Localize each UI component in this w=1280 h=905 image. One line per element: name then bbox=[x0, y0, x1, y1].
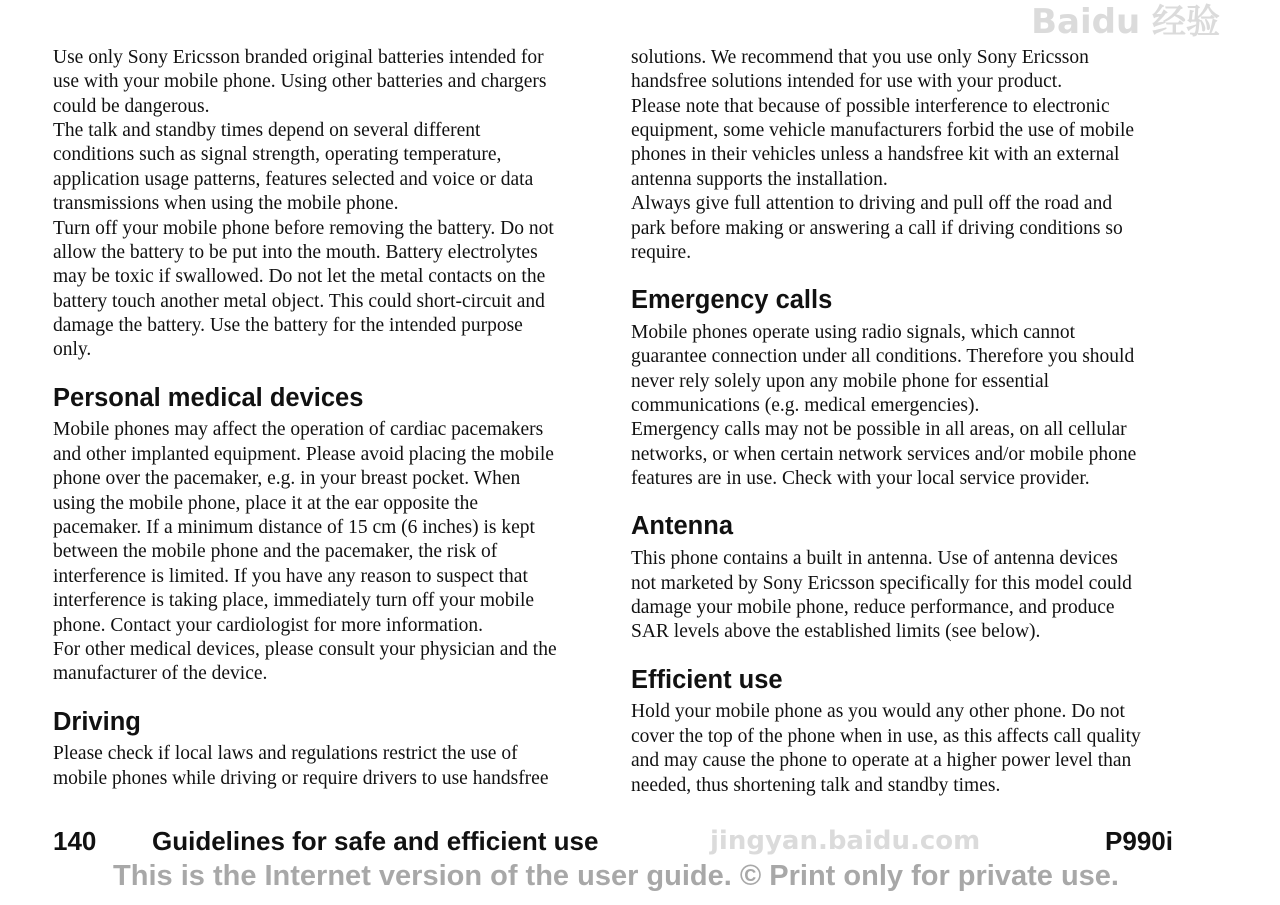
section-heading: Efficient use bbox=[631, 665, 783, 694]
text-line: require. bbox=[631, 241, 692, 263]
text-line: and other implanted equipment. Please avoid placing the mobile bbox=[53, 443, 554, 465]
paragraph bbox=[631, 700, 1191, 798]
paragraph bbox=[53, 46, 613, 363]
text-line: SAR levels above the established limits (see below). bbox=[631, 621, 1041, 643]
text-line: guarantee connection under all conditions. Therefore you should bbox=[631, 346, 1135, 368]
text-line: Mobile phones operate using radio signals, which cannot bbox=[631, 321, 1076, 343]
section-heading: Driving bbox=[53, 707, 141, 736]
text-line: communications (e.g. medical emergencies). bbox=[631, 395, 980, 417]
text-line: interference is limited. If you have any reason to suspect that bbox=[53, 565, 528, 587]
text-line: using the mobile phone, place it at the ear opposite the bbox=[53, 492, 479, 514]
page-footer bbox=[53, 824, 1173, 858]
text-line: and may cause the phone to operate at a higher power level than bbox=[631, 750, 1132, 772]
text-line: Turn off your mobile phone before removing the battery. Do not bbox=[53, 217, 554, 239]
text-line: This phone contains a built in antenna. Use of antenna devices bbox=[631, 548, 1118, 570]
text-line: may be toxic if swallowed. Do not let the metal contacts on the bbox=[53, 266, 546, 288]
text-line: allow the battery to be put into the mouth. Battery electrolytes bbox=[53, 241, 538, 263]
text-line: Mobile phones may affect the operation of cardiac pacemakers bbox=[53, 419, 544, 441]
model-name: P990i bbox=[1105, 826, 1173, 856]
text-line: pacemaker. If a minimum distance of 15 cm (6 inches) is kept bbox=[53, 517, 535, 539]
text-line: phone over the pacemaker, e.g. in your breast pocket. When bbox=[53, 468, 521, 490]
text-line: The talk and standby times depend on several different bbox=[53, 119, 481, 141]
text-line: Hold your mobile phone as you would any other phone. Do not bbox=[631, 701, 1125, 723]
text-line: Please note that because of possible interference to electronic bbox=[631, 95, 1110, 117]
text-line: could be dangerous. bbox=[53, 95, 210, 117]
text-line: handsfree solutions intended for use with your product. bbox=[631, 71, 1063, 93]
watermark-url: jingyan.baidu.com bbox=[710, 826, 981, 856]
text-line: use with your mobile phone. Using other batteries and chargers bbox=[53, 71, 547, 93]
text-line: manufacturer of the device. bbox=[53, 663, 268, 685]
paragraph bbox=[631, 46, 1191, 266]
text-line: features are in use. Check with your local service provider. bbox=[631, 468, 1090, 490]
text-line: Emergency calls may not be possible in all areas, on all cellular bbox=[631, 419, 1127, 441]
paragraph bbox=[53, 418, 613, 686]
text-line: not marketed by Sony Ericsson specifically for this model could bbox=[631, 572, 1132, 594]
right-column bbox=[631, 46, 1191, 798]
text-line: For other medical devices, please consult your physician and the bbox=[53, 638, 557, 660]
print-notice: This is the Internet version of the user guide. © Print only for private use. bbox=[113, 860, 1119, 892]
text-line: phone. Contact your cardiologist for more information. bbox=[53, 614, 483, 636]
watermark-logo: Baidu 经验 bbox=[1031, 2, 1220, 42]
text-line: cover the top of the phone when in use, as this affects call quality bbox=[631, 725, 1141, 747]
text-line: Use only Sony Ericsson branded original batteries intended for bbox=[53, 46, 544, 68]
section-title: Guidelines for safe and efficient use bbox=[152, 826, 599, 856]
text-line: Always give full attention to driving and pull off the road and bbox=[631, 193, 1113, 215]
text-line: transmissions when using the mobile phone. bbox=[53, 193, 399, 215]
page-number: 140 bbox=[53, 826, 97, 856]
paragraph bbox=[53, 742, 613, 791]
text-line: interference is taking place, immediately turn off your mobile bbox=[53, 590, 535, 612]
text-line: equipment, some vehicle manufacturers forbid the use of mobile bbox=[631, 119, 1135, 141]
paragraph bbox=[631, 321, 1191, 492]
text-line: damage your mobile phone, reduce performance, and produce bbox=[631, 597, 1115, 619]
section-heading: Antenna bbox=[631, 512, 733, 541]
text-line: only. bbox=[53, 339, 92, 361]
text-line: networks, or when certain network services and/or mobile phone bbox=[631, 443, 1137, 465]
paragraph bbox=[631, 547, 1191, 645]
text-line: mobile phones while driving or require drivers to use handsfree bbox=[53, 767, 549, 789]
left-column bbox=[53, 46, 613, 791]
text-line: phones in their vehicles unless a handsfree kit with an external bbox=[631, 144, 1120, 166]
text-line: antenna supports the installation. bbox=[631, 168, 888, 190]
text-line: battery touch another metal object. This could short-circuit and bbox=[53, 290, 545, 312]
section-heading: Emergency calls bbox=[631, 286, 833, 315]
section-heading: Personal medical devices bbox=[53, 383, 364, 412]
text-line: conditions such as signal strength, operating temperature, bbox=[53, 144, 502, 166]
text-line: park before making or answering a call if driving conditions so bbox=[631, 217, 1123, 239]
text-line: between the mobile phone and the pacemaker, the risk of bbox=[53, 541, 498, 563]
text-line: never rely solely upon any mobile phone for essential bbox=[631, 370, 1050, 392]
text-line: application usage patterns, features selected and voice or data bbox=[53, 168, 534, 190]
text-line: Please check if local laws and regulations restrict the use of bbox=[53, 743, 518, 765]
text-line: damage the battery. Use the battery for the intended purpose bbox=[53, 315, 523, 337]
text-line: needed, thus shortening talk and standby times. bbox=[631, 774, 1001, 796]
text-line: solutions. We recommend that you use only Sony Ericsson bbox=[631, 46, 1089, 68]
